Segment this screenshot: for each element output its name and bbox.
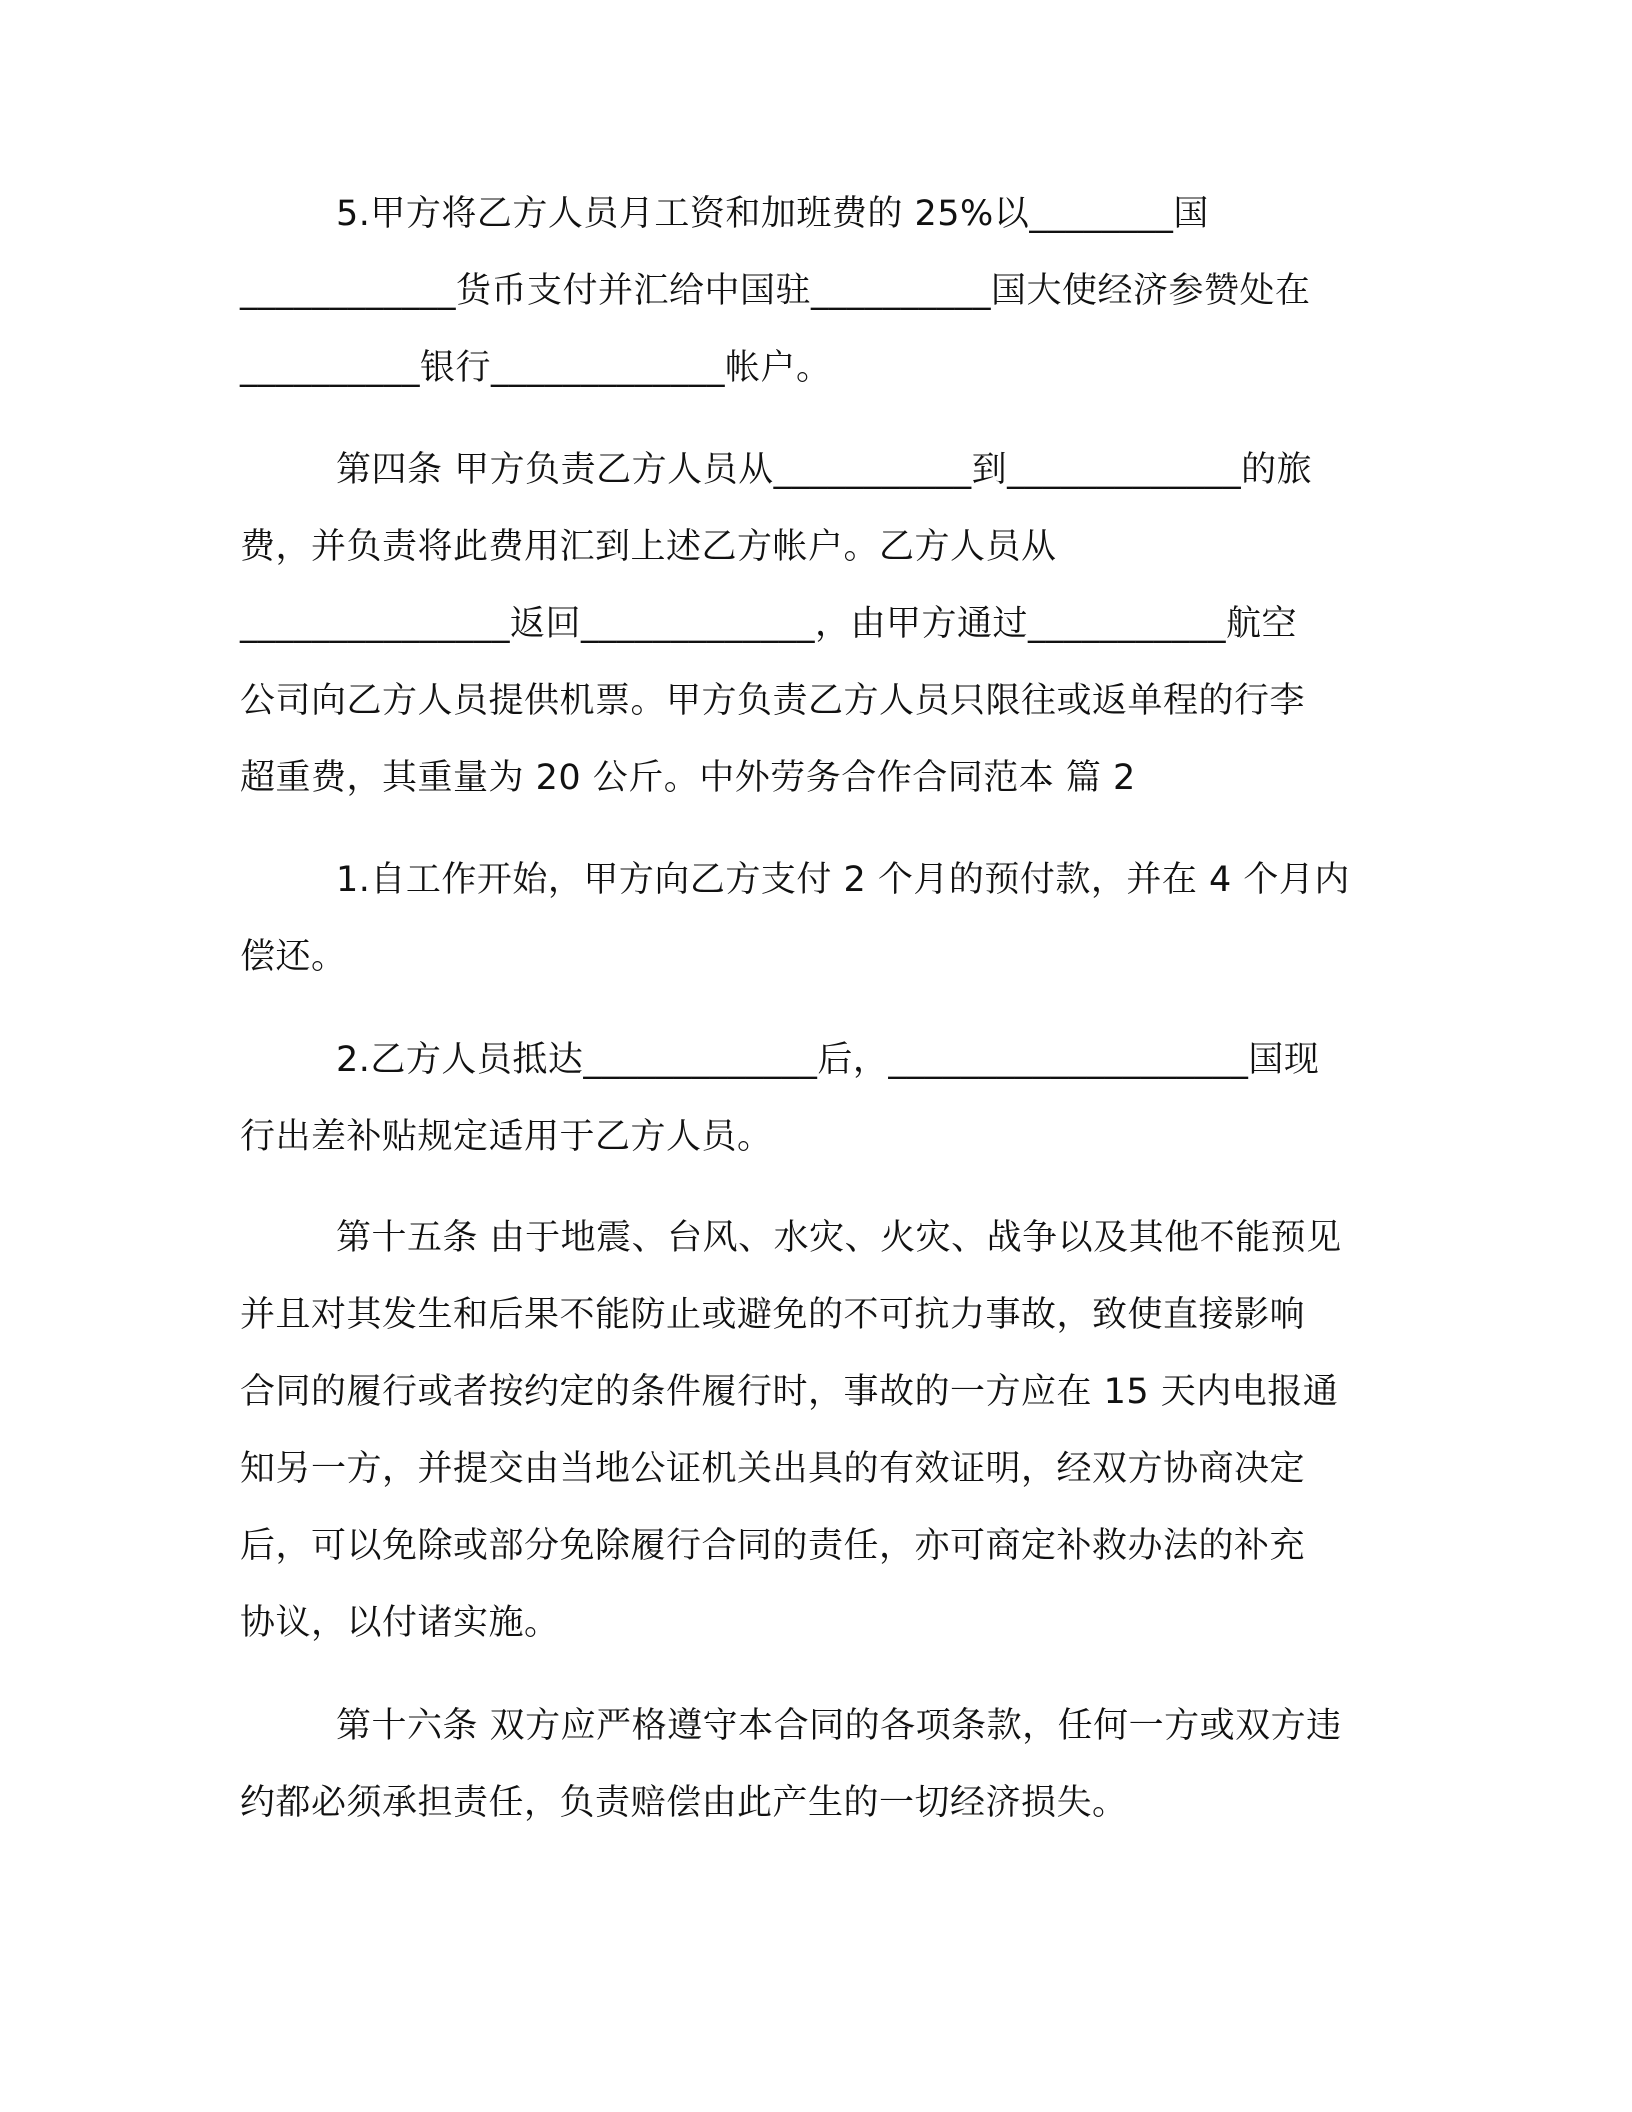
- text-line: 费，并负责将此费用汇到上述乙方帐户。乙方人员从: [240, 527, 1057, 567]
- text-line: 行出差补贴规定适用于乙方人员。: [240, 1117, 773, 1157]
- paragraph-article-4: [240, 432, 1392, 817]
- text-line: 并且对其发生和后果不能防止或避免的不可抗力事故，致使直接影响: [240, 1295, 1306, 1335]
- text-line: _______________返回_____________，由甲方通过___________航空: [240, 604, 1298, 644]
- text-line: 1.自工作开始，甲方向乙方支付 2 个月的预付款，并在 4 个月内: [336, 860, 1350, 900]
- text-line: 公司向乙方人员提供机票。甲方负责乙方人员只限往或返单程的行李: [240, 681, 1306, 721]
- text-line: 第十五条 由于地震、台风、水灾、火灾、战争以及其他不能预见: [336, 1218, 1342, 1258]
- text-line: 第十六条 双方应严格遵守本合同的各项条款，任何一方或双方违: [336, 1706, 1342, 1746]
- text-line: 超重费，其重量为 20 公斤。中外劳务合作合同范本 篇 2: [240, 758, 1136, 798]
- text-line: ____________货币支付并汇给中国驻__________国大使经济参赞处在: [240, 271, 1311, 311]
- paragraph-article-16: [240, 1688, 1392, 1842]
- paragraph-payment-clause-5: [240, 176, 1392, 407]
- text-line: 2.乙方人员抵达_____________后，____________________国现: [336, 1040, 1320, 1080]
- text-line: 第四条 甲方负责乙方人员从___________到_____________的旅: [336, 450, 1313, 490]
- paragraph-allowance-2: [240, 1022, 1392, 1176]
- text-line: 偿还。: [240, 937, 347, 977]
- paragraph-article-15: [240, 1200, 1392, 1662]
- text-line: 合同的履行或者按约定的条件履行时，事故的一方应在 15 天内电报通: [240, 1372, 1339, 1412]
- text-line: 协议，以付诸实施。: [240, 1603, 560, 1643]
- paragraph-advance-payment-1: [240, 842, 1392, 996]
- text-line: 后，可以免除或部分免除履行合同的责任，亦可商定补救办法的补充: [240, 1526, 1306, 1566]
- text-line: 约都必须承担责任，负责赔偿由此产生的一切经济损失。: [240, 1783, 1128, 1823]
- text-line: 知另一方，并提交由当地公证机关出具的有效证明，经双方协商决定: [240, 1449, 1306, 1489]
- text-line: 5.甲方将乙方人员月工资和加班费的 25%以________国: [336, 194, 1209, 234]
- text-line: __________银行_____________帐户。: [240, 348, 832, 388]
